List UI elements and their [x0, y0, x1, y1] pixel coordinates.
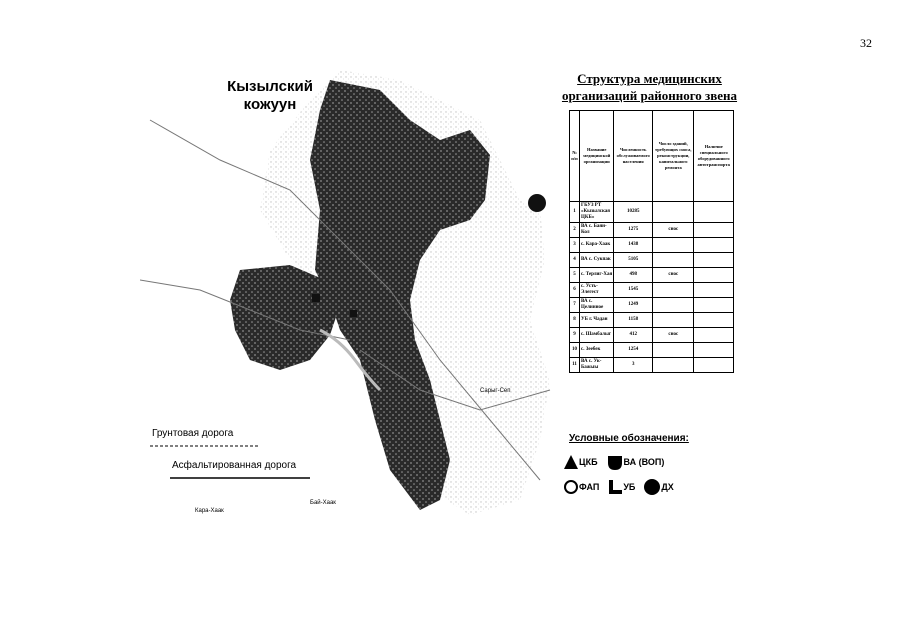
legend-label: ВА (ВОП) [623, 457, 665, 467]
cell-num: 7 [570, 298, 580, 313]
table-row [570, 298, 734, 313]
cell-repair: снос [653, 223, 694, 238]
cell-name: с. Кара-Хаак [580, 238, 614, 253]
table-row [570, 238, 734, 253]
table-row [570, 223, 734, 238]
legend-label: УБ [623, 482, 636, 492]
cell-transport [694, 268, 734, 283]
region-title: Кызылский кожуун [227, 78, 313, 113]
table-header-row [570, 111, 734, 202]
cell-name: с. Терлиг-Хая [580, 268, 614, 283]
cell-repair [653, 343, 694, 358]
cell-num: 8 [570, 313, 580, 328]
cell-name: с. Усть-Элегест [580, 283, 614, 298]
cell-population: 3 [614, 358, 653, 373]
header-name: Название медицинской организации [580, 111, 614, 202]
dot-icon [643, 478, 661, 496]
cell-repair [653, 283, 694, 298]
dirt-road-label: Грунтовая дорога [152, 428, 234, 439]
district-map [140, 60, 555, 520]
cell-repair [653, 298, 694, 313]
cell-repair [653, 253, 694, 268]
legend-label: ФАП [579, 482, 600, 492]
cell-num: 6 [570, 283, 580, 298]
cell-population: 1438 [614, 238, 653, 253]
ring-icon [563, 479, 579, 495]
header-repair: Число зданий, требующих сноса, реконструкции, капитального ремонта [653, 111, 694, 202]
place-label: Сарыг-Сеп [480, 388, 511, 394]
legend-label: ЦКБ [579, 457, 598, 467]
table-row [570, 358, 734, 373]
cell-num: 5 [570, 268, 580, 283]
place-label: Бай-Хаак [310, 500, 336, 506]
table-row [570, 328, 734, 343]
settlement-marker [312, 294, 320, 302]
cell-population: 1275 [614, 223, 653, 238]
cell-transport [694, 253, 734, 268]
header-transport: Наличие специального оборудованного автотранспорта [694, 111, 734, 202]
cell-repair: снос [653, 268, 694, 283]
cell-name: ВА с. Сукпак [580, 253, 614, 268]
cell-name: ВА с. Баян-Кол [580, 223, 614, 238]
cell-population: 5105 [614, 253, 653, 268]
cell-num: 11 [570, 358, 580, 373]
map-drawing [140, 60, 555, 520]
cell-transport [694, 238, 734, 253]
cell-repair: снос [653, 328, 694, 343]
legend-row [563, 453, 672, 471]
cell-population: 1254 [614, 343, 653, 358]
header-population: Численность обслуживаемого населения [614, 111, 653, 202]
cell-name: ВА с. Ук-Бажыы [580, 358, 614, 373]
legend-row [563, 478, 682, 496]
cell-name: с. Шамбалыг [580, 328, 614, 343]
cell-num: 2 [570, 223, 580, 238]
cell-population: 1545 [614, 283, 653, 298]
cell-transport [694, 223, 734, 238]
cell-population: 1158 [614, 313, 653, 328]
cell-name: с. Зеебек [580, 343, 614, 358]
header-num: № п/п [570, 111, 580, 202]
cell-repair [653, 313, 694, 328]
cell-population: 498 [614, 268, 653, 283]
triangle-icon [563, 454, 579, 470]
cell-num: 9 [570, 328, 580, 343]
table-row [570, 268, 734, 283]
cell-transport [694, 283, 734, 298]
cell-num: 10 [570, 343, 580, 358]
cell-population: 1249 [614, 298, 653, 313]
cell-transport [694, 202, 734, 223]
legend-label: ДХ [661, 482, 674, 492]
cell-num: 4 [570, 253, 580, 268]
table-row [570, 283, 734, 298]
western-lobe [230, 265, 340, 370]
cell-population: 10285 [614, 202, 653, 223]
settlement-marker [528, 194, 546, 212]
table-row [570, 313, 734, 328]
cell-num: 1 [570, 202, 580, 223]
cell-population: 412 [614, 328, 653, 343]
cell-transport [694, 343, 734, 358]
cell-repair [653, 202, 694, 223]
blob-icon [606, 453, 624, 471]
organizations-table [569, 110, 734, 373]
place-label: Кара-Хаак [195, 508, 224, 514]
settlement-marker [350, 310, 357, 317]
cell-name: ВА с. Целинное [580, 298, 614, 313]
table-title: Структура медицинских организаций районного звена [561, 71, 738, 103]
l-shape-icon [607, 479, 623, 495]
table-row [570, 253, 734, 268]
cell-repair [653, 238, 694, 253]
cell-repair [653, 358, 694, 373]
asphalt-road-label: Асфальтированная дорога [172, 460, 297, 471]
cell-transport [694, 298, 734, 313]
page-number: 32 [860, 36, 872, 50]
table-row [570, 202, 734, 223]
table-row [570, 343, 734, 358]
legend-title: Условные обозначения: [569, 433, 689, 444]
cell-transport [694, 358, 734, 373]
cell-name: УБ г. Чадан [580, 313, 614, 328]
cell-transport [694, 328, 734, 343]
cell-name: ГБУЗ РТ «Кызылская ЦКБ» [580, 202, 614, 223]
cell-num: 3 [570, 238, 580, 253]
cell-transport [694, 313, 734, 328]
